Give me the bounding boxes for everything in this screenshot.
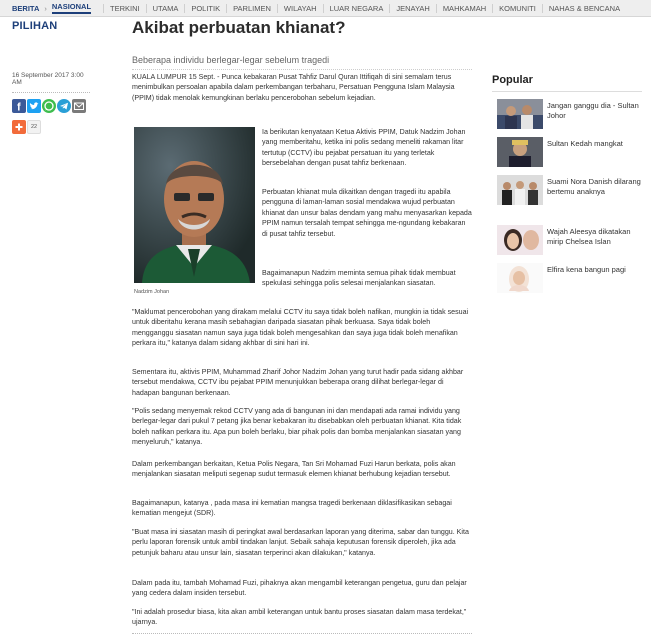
nav-item-politik[interactable]: POLITIK [184, 4, 226, 13]
popular-thumbnail[interactable] [497, 263, 543, 293]
popular-item-title[interactable]: Jangan ganggu dia - Sultan Johor [547, 101, 639, 120]
popular-item[interactable] [497, 137, 647, 169]
chevron-right-icon: › [44, 3, 47, 13]
article-paragraph-2: Sementara itu, aktivis PPIM, Muhammad Zharif Johor Nadzim Johan yang turut hadir pada sidang akhbar tersebut mendakwa, CCTV ibu pejabat PPIM menunjukkan beberapa orang dilihat berlegar-legar di hadapan bangunan berkenaan. [132, 368, 464, 397]
breadcrumb [0, 2, 91, 14]
telegram-share-button[interactable] [57, 99, 71, 113]
share-bar [12, 99, 87, 138]
breadcrumb-root[interactable]: BERITA [12, 3, 40, 13]
nav-item-wilayah[interactable]: WILAYAH [277, 4, 323, 13]
plus-icon [12, 120, 26, 134]
thumbnail-image [497, 263, 543, 293]
envelope-icon [72, 99, 86, 113]
article-paragraph-8: "Ini adalah prosedur biasa, kita akan ambil keterangan untuk bantu proses siasatan dalam masa terdekat," ujarnya. [132, 608, 467, 627]
popular-thumbnail[interactable] [497, 99, 543, 129]
nav-item-jenayah[interactable]: JENAYAH [389, 4, 435, 13]
article-lead: KUALA LUMPUR 15 Sept. - Punca kebakaran Pusat Tahfiz Darul Quran Ittifiqah di sini semalam terus menimbulkan persoalan apabila dalam perkembangan terbaharu, Persatuan Pengguna Islam Malaysia (PPIM) tidak menolak kemungkinan berlaku pencerobohan sebelum kejadian. [132, 73, 455, 102]
popular-thumbnail[interactable] [497, 225, 543, 255]
popular-item-title[interactable]: Elfira kena bangun pagi [547, 265, 626, 274]
divider [492, 91, 642, 92]
nav-item-parlimen[interactable]: PARLIMEN [226, 4, 277, 13]
nav-item-komuniti[interactable]: KOMUNITI [492, 4, 542, 13]
article-paragraph-4: Dalam perkembangan berkaitan, Ketua Polis Negara, Tan Sri Mohamad Fuzi Harun berkata, polis akan menjalankan siasatan meliputi segenap sudut termasuk elemen khianat berhubung kejadian tersebut. [132, 460, 456, 479]
nav-item-luar-negara[interactable]: LUAR NEGARA [323, 4, 390, 13]
popular-item-title[interactable]: Sultan Kedah mangkat [547, 139, 623, 148]
nav-item-terkini[interactable]: TERKINI [103, 4, 146, 13]
popular-heading: Popular [492, 74, 533, 86]
top-navigation [0, 0, 651, 17]
popular-item[interactable] [497, 175, 647, 207]
article-paragraph-6: "Buat masa ini siasatan masih di peringkat awal berdasarkan laporan yang diterima, sabar dan tunggu. Kita perlu laporan forensik untuk ambil tindakan lanjut. Sebaik sahaja keputusan forensik diperoleh, jika ada petunjuk baharu atau unsur lain, siasatan terperinci akan dilakukan," katanya. [132, 528, 469, 557]
nav-item-utama[interactable]: UTAMA [146, 4, 185, 13]
breadcrumb-section[interactable]: NASIONAL [52, 2, 91, 14]
telegram-icon [57, 99, 71, 113]
popular-item[interactable] [497, 263, 647, 295]
divider [132, 633, 472, 634]
article-side-paragraph-2: Perbuatan khianat mula dikaitkan dengan tragedi itu apabila pengguna di laman-laman sosial mendakwa wujud perbuatan khianat dan unsur balas dendam yang mahu menyasarkan kepada PPIM namun tersalah tempat sehingga me-ngundang kebakaran di pusat tahfiz tersebut. [262, 188, 472, 238]
twitter-icon [27, 99, 41, 113]
article-photo [134, 127, 255, 283]
facebook-share-button[interactable] [12, 99, 26, 113]
whatsapp-share-button[interactable] [42, 99, 56, 113]
svg-text:f: f [17, 101, 21, 113]
nav-item-nahas-bencana[interactable]: NAHAS & BENCANA [542, 4, 626, 13]
popular-item[interactable] [497, 225, 647, 257]
article-side-paragraph-3: Bagaimanapun Nadzim meminta semua pihak tidak membuat spekulasi sehingga polis selesai menjalankan siasatan. [262, 269, 456, 288]
popular-thumbnail[interactable] [497, 137, 543, 167]
article-title: Akibat perbuatan khianat? [132, 18, 346, 37]
popular-thumbnail[interactable] [497, 175, 543, 205]
twitter-share-button[interactable] [27, 99, 41, 113]
whatsapp-icon [42, 99, 56, 113]
article-side-paragraph-1: Ia berikutan kenyataan Ketua Aktivis PPIM, Datuk Nadzim Johan yang memberitahu, ketika ini polis sedang meneliti rakaman litar tertutup (CCTV) ibu pejabat persatuan itu yang terletak bersebelahan dengan pusat tahfiz berkenaan. [262, 128, 466, 168]
thumbnail-image [497, 175, 543, 205]
popular-item-title[interactable]: Suami Nora Danish dilarang bertemu anaknya [547, 177, 641, 196]
popular-item[interactable] [497, 99, 647, 131]
article-paragraph-1: "Maklumat pencerobohan yang dirakam melalui CCTV itu saya tidak boleh nafikan, mungkin ia tidak sesuai untuk diberitahu kerana masih sebahagian daripada siasatan pihak berkuasa. Saya tidak boleh mengganggu siasatan namun saya juga tidak boleh mengesahkan dan saya juga tidak boleh menafikan perkara itu," katanya dalam sidang akhbar di sini hari ini. [132, 308, 469, 348]
nav-item-mahkamah[interactable]: MAHKAMAH [436, 4, 492, 13]
popular-item-title[interactable]: Wajah Aleesya dikatakan mirip Chelsea Islan [547, 227, 631, 246]
publish-date: 16 September 2017 3:00 AM [12, 72, 90, 93]
thumbnail-image [497, 137, 543, 167]
article-paragraph-7: Dalam pada itu, tambah Mohamad Fuzi, pihaknya akan mengambil keterangan pengetua, guru dan pelajar yang cedera dalam insiden tersebut. [132, 579, 467, 598]
thumbnail-image [497, 225, 543, 255]
facebook-icon [12, 99, 26, 113]
nav-menu [103, 4, 626, 13]
article-paragraph-5: Bagaimanapun, katanya , pada masa ini kematian mangsa tragedi berkenaan diklasifikasikan sebagai kematian mengejut (SDR). [132, 499, 452, 518]
email-share-button[interactable] [72, 99, 86, 113]
pilihan-heading[interactable]: PILIHAN [12, 20, 58, 32]
article-paragraph-3: "Polis sedang menyemak rekod CCTV yang ada di bangunan ini dan mendapati ada ramai individu yang berlegar-legar dari pukul 7 petang jika benar kebakaran itu disebabkan oleh perbuatan khianat. Kita tidak boleh nafikan perkara itu. Apa pun boleh berlaku, biar pihak polis dan bomba menjalankan siasatan yang menyeluruh," katanya. [132, 407, 462, 447]
article-subtitle: Beberapa individu berlegar-legar sebelum tragedi [132, 55, 472, 70]
portrait-image [134, 127, 255, 283]
share-count: 22 [27, 120, 41, 134]
photo-caption: Nadzim Johan [134, 289, 170, 295]
plus-share-button[interactable] [12, 120, 26, 134]
thumbnail-image [497, 99, 543, 129]
